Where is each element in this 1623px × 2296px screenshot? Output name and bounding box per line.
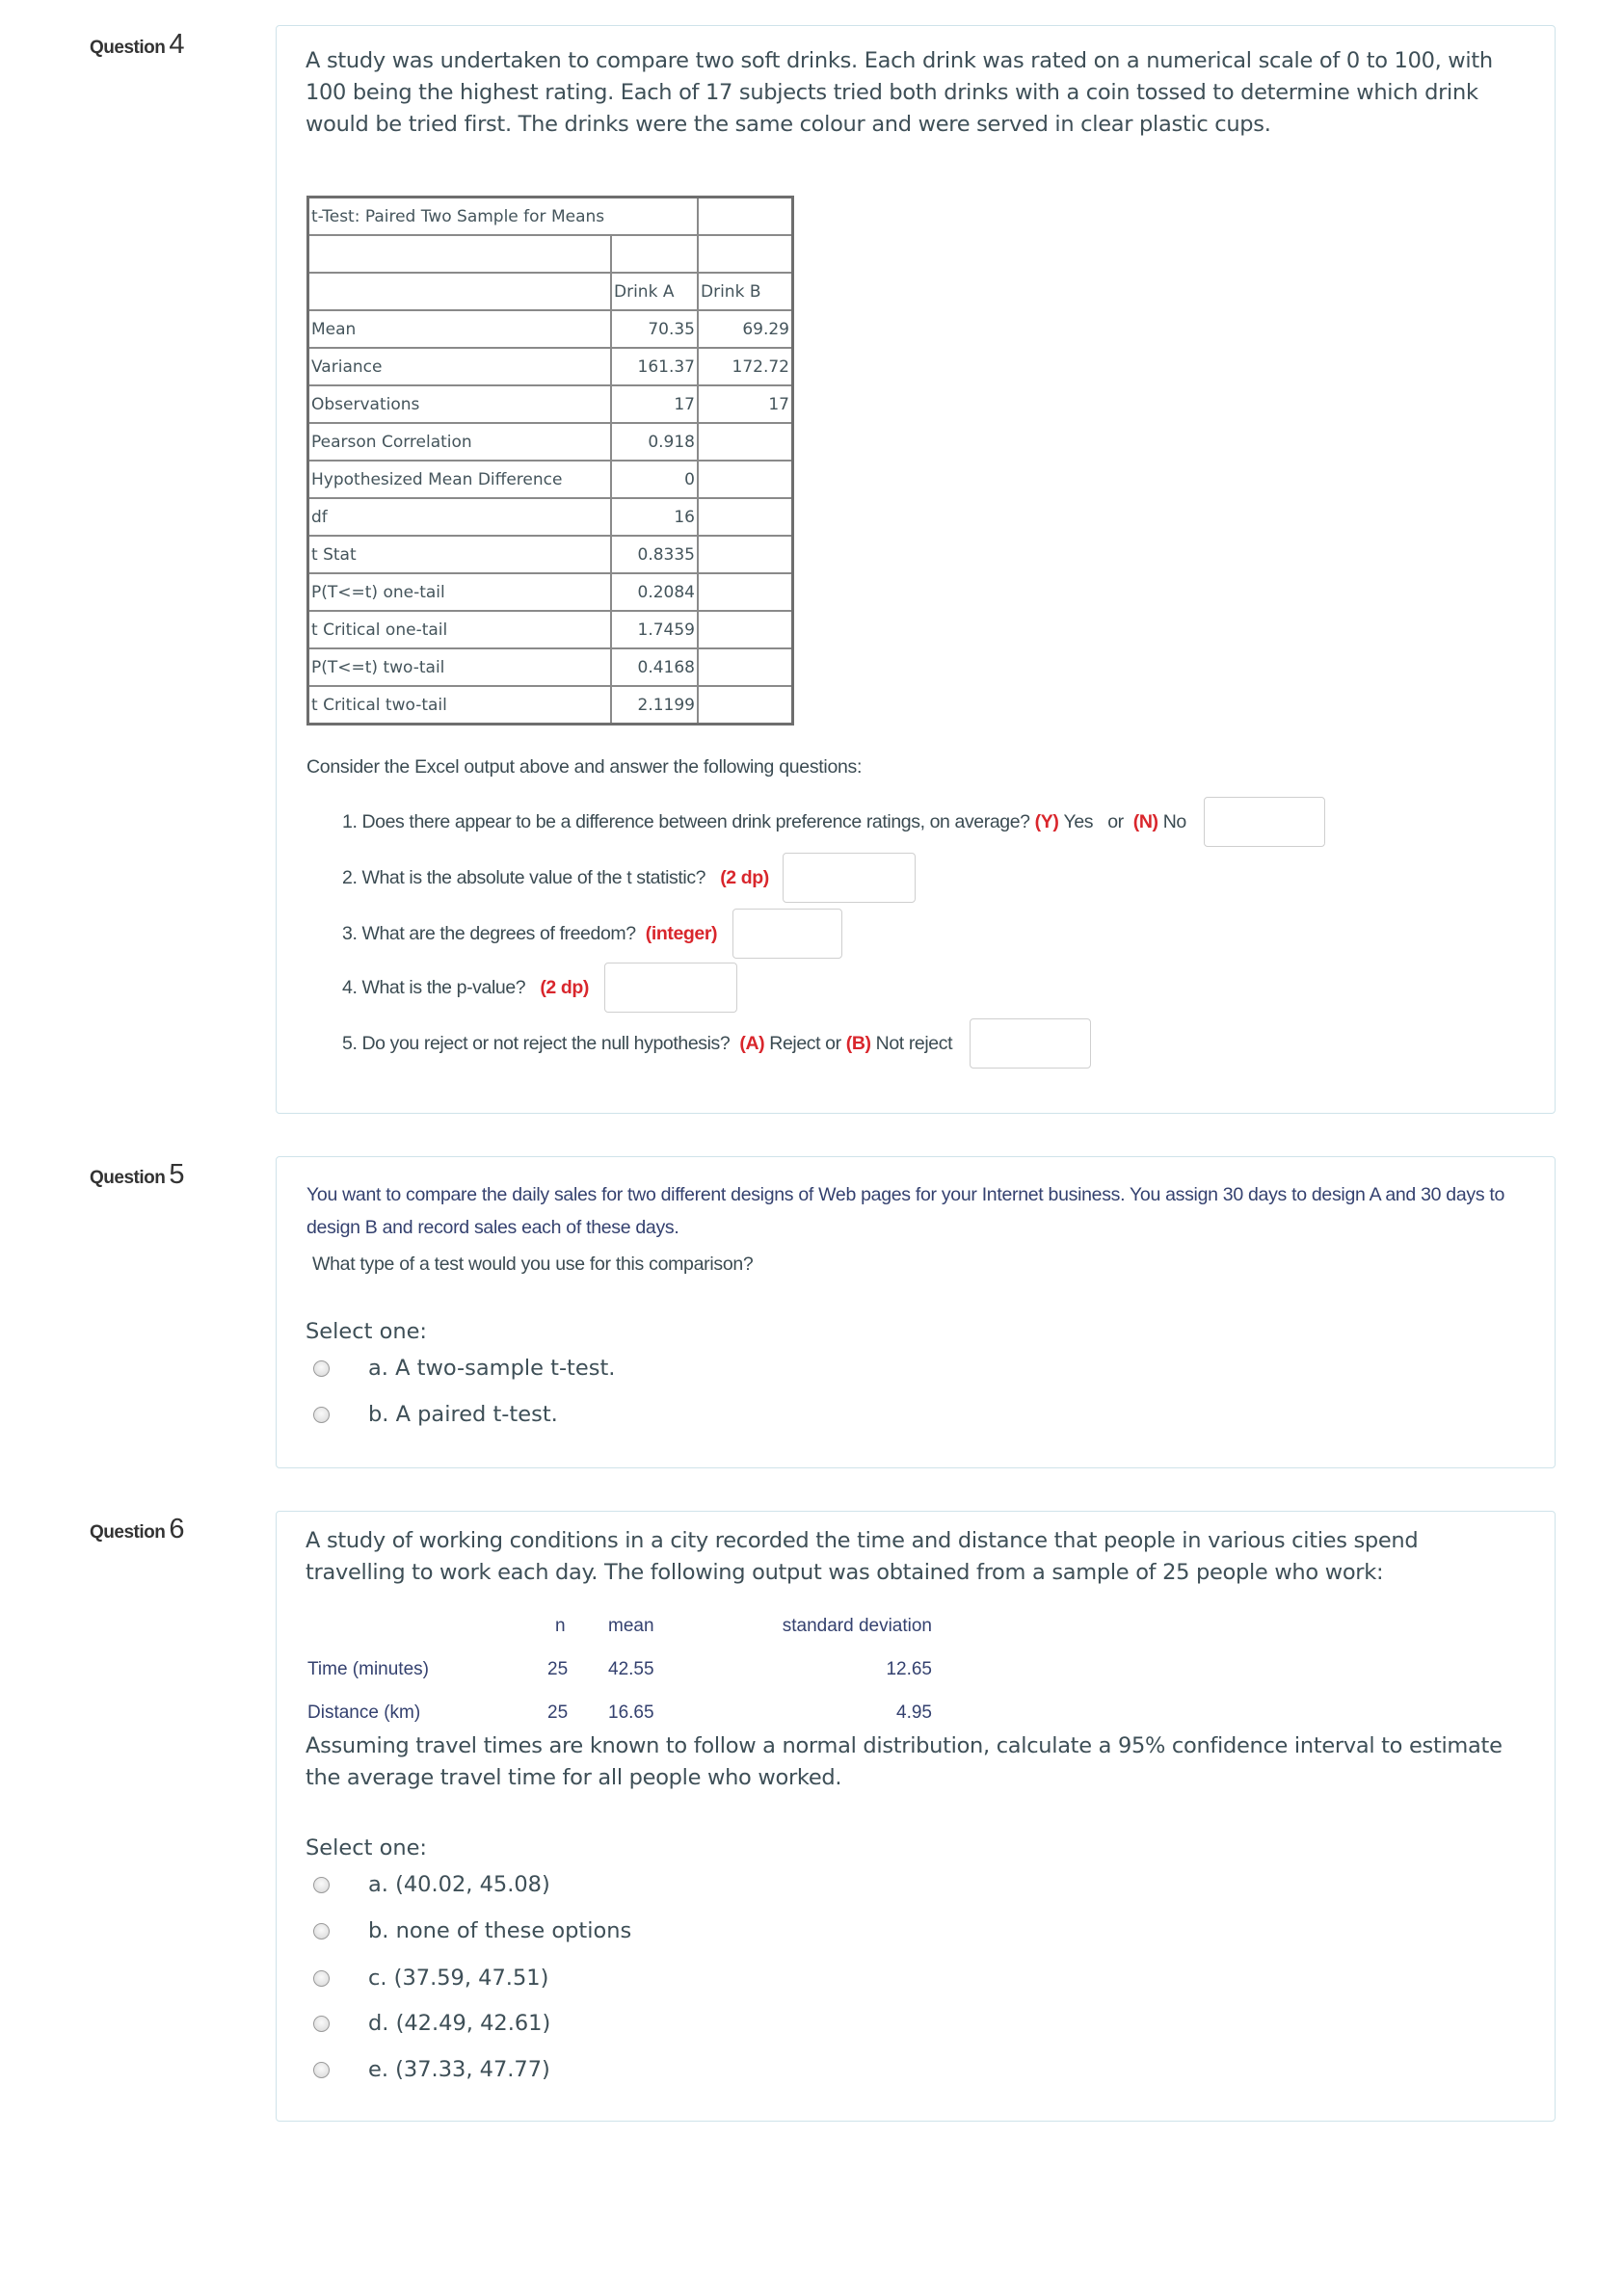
cell-drink-a: 161.37 xyxy=(611,348,698,385)
question-number: 6 xyxy=(169,1514,184,1544)
consider-instruction: Consider the Excel output above and answer the following questions: xyxy=(306,756,863,778)
option-a[interactable] xyxy=(313,1872,550,1897)
table-blank-row xyxy=(308,235,793,273)
question-6-label xyxy=(90,1514,184,1545)
row-label: Variance xyxy=(308,348,612,385)
cell-drink-b xyxy=(698,686,793,725)
format-hint: (2 dp) xyxy=(720,866,769,888)
option-tag: (B) xyxy=(845,1032,871,1054)
question-number: 5 xyxy=(169,1159,184,1190)
option-tag: (Y) xyxy=(1034,810,1059,832)
option-label: b. none of these options xyxy=(368,1918,632,1943)
radio-button[interactable] xyxy=(313,1877,330,1893)
option-a[interactable] xyxy=(313,1356,615,1381)
header-mean: mean xyxy=(608,1616,654,1636)
option-label: b. A paired t-test. xyxy=(368,1402,558,1427)
cell-sd: 4.95 xyxy=(896,1702,932,1723)
table-row xyxy=(308,648,793,686)
cell-drink-b xyxy=(698,573,793,611)
header-n: n xyxy=(555,1616,566,1636)
option-c[interactable] xyxy=(313,1966,548,1991)
cell-drink-a: 0 xyxy=(611,461,698,498)
question-4-box xyxy=(276,25,1556,1114)
excel-output-table xyxy=(306,196,794,726)
question-label-text: Question xyxy=(90,38,166,58)
table-row xyxy=(308,536,793,573)
cell-mean: 42.55 xyxy=(608,1659,654,1679)
table-row xyxy=(308,686,793,725)
cell-drink-a: 0.2084 xyxy=(611,573,698,611)
cell-drink-a: 16 xyxy=(611,498,698,536)
option-label: e. (37.33, 47.77) xyxy=(368,2057,550,2082)
table-cell xyxy=(698,235,793,273)
cell-drink-b: 69.29 xyxy=(698,310,793,348)
radio-button[interactable] xyxy=(313,2016,330,2032)
option-text: Not reject xyxy=(875,1032,953,1054)
table-row xyxy=(308,461,793,498)
cell-sd: 12.65 xyxy=(886,1659,932,1679)
question-label-text: Question xyxy=(90,1522,166,1543)
cell-drink-a: 0.4168 xyxy=(611,648,698,686)
option-e[interactable] xyxy=(313,2057,550,2082)
radio-button[interactable] xyxy=(313,1923,330,1940)
cell-drink-a: 1.7459 xyxy=(611,611,698,648)
option-label: d. (42.49, 42.61) xyxy=(368,2011,551,2036)
option-label: c. (37.59, 47.51) xyxy=(368,1966,549,1991)
answer-input-2[interactable] xyxy=(783,853,916,903)
cell-drink-a: 0.8335 xyxy=(611,536,698,573)
subquestion-4 xyxy=(342,963,737,1013)
question-6-intro: A study of working conditions in a city recorded the time and distance that people in various cities spend travelling to work each day. The following output was obtained from a sample of 25 people who work: xyxy=(306,1528,1419,1585)
answer-input-4[interactable] xyxy=(604,963,737,1013)
cell-drink-b xyxy=(698,536,793,573)
subquestion-text: 5. Do you reject or not reject the null hypothesis? xyxy=(342,1032,731,1054)
question-5-intro: You want to compare the daily sales for two different designs of Web pages for your Internet business. You assign 30 days to design A and 30 days to design B and record sales each of these days. xyxy=(306,1184,1505,1238)
option-text: Reject or xyxy=(769,1032,841,1054)
subquestion-text: 3. What are the degrees of freedom? xyxy=(342,922,636,944)
column-header-drink-b: Drink B xyxy=(698,273,793,310)
cell-drink-b xyxy=(698,498,793,536)
answer-input-1[interactable] xyxy=(1204,797,1325,847)
row-label: Mean xyxy=(308,310,612,348)
radio-button[interactable] xyxy=(313,1407,330,1423)
subquestion-text: 4. What is the p-value? xyxy=(342,976,526,998)
cell-drink-b xyxy=(698,611,793,648)
question-4-intro: A study was undertaken to compare two soft drinks. Each drink was rated on a numerical scale of 0 to 100, with 100 being the highest rating. Each of 17 subjects tried both drinks with a coin tossed to determine which drink would be tried first. The drinks were the same colour and were served in clear plastic cups. xyxy=(306,48,1493,137)
row-label: Pearson Correlation xyxy=(308,423,612,461)
cell-drink-b: 172.72 xyxy=(698,348,793,385)
cell-n: 25 xyxy=(547,1659,569,1679)
table-cell xyxy=(308,235,612,273)
format-hint: (2 dp) xyxy=(540,976,589,998)
row-label: t Critical one-tail xyxy=(308,611,612,648)
question-5-prompt: What type of a test would you use for this comparison? xyxy=(312,1254,754,1275)
question-label-text: Question xyxy=(90,1168,166,1188)
row-label: df xyxy=(308,498,612,536)
subquestion-5 xyxy=(342,1018,1091,1069)
cell-drink-a: 17 xyxy=(611,385,698,423)
cell-drink-b xyxy=(698,648,793,686)
answer-input-5[interactable] xyxy=(970,1018,1091,1069)
cell-drink-a: 70.35 xyxy=(611,310,698,348)
cell-mean: 16.65 xyxy=(608,1702,654,1723)
table-row xyxy=(308,423,793,461)
row-label: Time (minutes) xyxy=(307,1659,429,1679)
question-5-box xyxy=(276,1156,1556,1468)
table-cell xyxy=(611,235,698,273)
cell-n: 25 xyxy=(547,1702,569,1723)
cell-drink-b xyxy=(698,461,793,498)
table-cell xyxy=(308,273,612,310)
select-one-label: Select one: xyxy=(306,1319,428,1344)
question-number: 4 xyxy=(169,29,184,60)
radio-button[interactable] xyxy=(313,1970,330,1987)
header-sd: standard deviation xyxy=(782,1616,932,1636)
or-text: or xyxy=(1107,810,1124,832)
table-row xyxy=(308,498,793,536)
option-label: a. A two-sample t-test. xyxy=(368,1356,616,1381)
cell-drink-b xyxy=(698,423,793,461)
option-b[interactable] xyxy=(313,1918,631,1943)
option-label: a. (40.02, 45.08) xyxy=(368,1872,550,1897)
option-tag: (A) xyxy=(739,1032,765,1054)
cell-drink-a: 0.918 xyxy=(611,423,698,461)
option-d[interactable] xyxy=(313,2011,550,2036)
subquestion-1 xyxy=(342,797,1325,847)
option-text: Yes xyxy=(1063,810,1094,832)
row-label: Observations xyxy=(308,385,612,423)
table-title-row xyxy=(308,198,793,236)
table-title: t-Test: Paired Two Sample for Means xyxy=(308,198,699,236)
option-b[interactable] xyxy=(313,1402,558,1427)
table-cell xyxy=(698,198,793,236)
format-hint: (integer) xyxy=(645,922,718,944)
row-label: Distance (km) xyxy=(307,1702,421,1723)
question-4-label xyxy=(90,29,184,61)
option-tag: (N) xyxy=(1132,810,1158,832)
option-text: No xyxy=(1162,810,1186,832)
subquestion-2 xyxy=(342,853,916,903)
question-6-prompt: Assuming travel times are known to follow a normal distribution, calculate a 95% confidence interval to estimate the average travel time for all people who worked. xyxy=(306,1733,1503,1790)
table-row xyxy=(308,348,793,385)
cell-drink-b: 17 xyxy=(698,385,793,423)
subquestion-text: 1. Does there appear to be a difference between drink preference ratings, on average? xyxy=(342,810,1030,832)
cell-drink-a: 2.1199 xyxy=(611,686,698,725)
question-5-label xyxy=(90,1159,184,1191)
row-label: P(T<=t) two-tail xyxy=(308,648,612,686)
row-label: Hypothesized Mean Difference xyxy=(308,461,612,498)
radio-button[interactable] xyxy=(313,1360,330,1377)
table-row xyxy=(308,310,793,348)
radio-button[interactable] xyxy=(313,2062,330,2078)
subquestion-3 xyxy=(342,909,842,959)
table-row xyxy=(308,611,793,648)
select-one-label: Select one: xyxy=(306,1835,428,1861)
table-row xyxy=(308,573,793,611)
question-6-box xyxy=(276,1511,1556,2122)
table-header-row xyxy=(308,273,793,310)
row-label: t Critical two-tail xyxy=(308,686,612,725)
row-label: t Stat xyxy=(308,536,612,573)
row-label: P(T<=t) one-tail xyxy=(308,573,612,611)
answer-input-3[interactable] xyxy=(732,909,842,959)
column-header-drink-a: Drink A xyxy=(611,273,698,310)
table-row xyxy=(308,385,793,423)
subquestion-text: 2. What is the absolute value of the t statistic? xyxy=(342,866,706,888)
